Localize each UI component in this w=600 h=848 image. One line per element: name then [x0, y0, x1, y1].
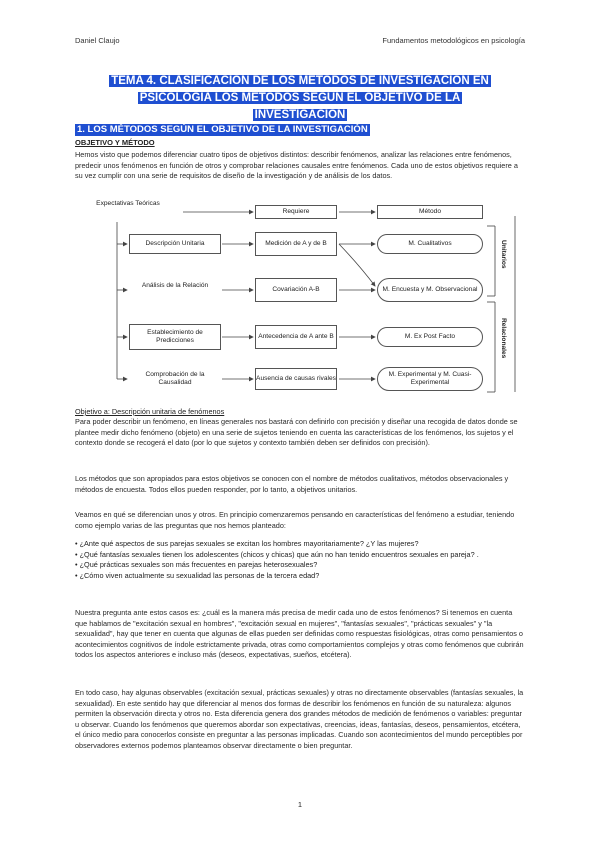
- section-heading: 1. LOS MÉTODOS SEGÚN EL OBJETIVO DE LA INVESTIGACIÓN: [77, 124, 368, 135]
- diagram-objetivo-3: Establecimiento de Predicciones: [129, 324, 221, 350]
- diagram-requiere-3: Antecedencia de A ante B: [255, 325, 337, 349]
- title-line-1: TEMA 4. CLASIFICACIÓN DE LOS MÉTODOS DE INVESTIGACIÓN EN: [111, 75, 489, 87]
- page-number: 1: [297, 800, 303, 809]
- diagram-metodo-2: M. Encuesta y M. Observacional: [377, 278, 483, 302]
- diagram-requiere-2: Covariación A-B: [255, 278, 337, 302]
- list-item: • ¿Qué prácticas sexuales son más frecuentes en parejas heterosexuales?: [75, 560, 318, 570]
- list-item: • ¿Qué fantasías sexuales tienen los adolescentes (chicos y chicas) que aún no han tenido encuentros sexuales en pareja? .: [75, 549, 479, 559]
- paragraph-3: Veamos en qué se diferencian unos y otros. En principio comenzaremos pensando en características del fenómeno a estudiar, teniendo como ejemplo varias de las preguntas que nos hemos planteado:: [75, 510, 515, 530]
- paragraph-1: Para poder describir un fenómeno, en líneas generales nos bastará con definirlo con precisión y diseñar una recogida de datos donde se plantee medir dicho fenómeno (objeto) en una serie de sujetos teniendo en cuenta las características de los fenómenos, los sujetos y el contexto donde se recogerá el dato (por lo que sujetos y contexto también deben ser definidos con precisión).: [75, 417, 518, 448]
- list-item: • ¿Cómo viven actualmente su sexualidad las personas de la tercera edad?: [75, 570, 320, 580]
- diagram-metodo-1: M. Cualitativos: [377, 234, 483, 254]
- diagram-metodo-4: M. Experimental y M. Cuasi-Experimental: [377, 367, 483, 391]
- diagram-requiere-4: Ausencia de causas rivales: [255, 368, 337, 390]
- subheading: OBJETIVO Y MÉTODO: [75, 138, 155, 147]
- paragraph-2: Los métodos que son apropiados para estos objetivos se conocen con el nombre de métodos cualitativos, métodos observacionales y métodos de encuesta. Todos ellos pueden responder, por lo tanto, a objetivos unitarios.: [75, 474, 509, 494]
- diagram-header-requiere: Requiere: [255, 205, 337, 219]
- diagram-objetivo-2: Análisis de la Relación: [141, 282, 209, 289]
- question-list: [75, 539, 525, 581]
- objetivo-a-title: Objetivo a: Descripción unitaria de fenómenos: [75, 407, 225, 416]
- diagram-side-unitarios: Unitarios: [500, 240, 507, 269]
- paragraph-4: Nuestra pregunta ante estos casos es: ¿cuál es la manera más precisa de medir cada uno de estos fenómenos? Si tenemos en cuenta que hablamos de "excitación sexual en hombres", "excitación sexual en mujeres", "fantasías sexuales", "prácticas sexuales" y "la sexualidad", hay que tener en cuenta que algunas de ellas pueden ser definidas como respuestas fisiológicas, otras como pensamientos o acontecimientos cognitivos de índole estrictamente privada, otras como comportamientos complejos y otras como fenómenos que cubrirán todos los aspectos anteriores e incluso más (deseos, expectativas, sueños, etcétera).: [75, 608, 524, 660]
- page-title: [75, 72, 525, 123]
- paragraph-5: En todo caso, hay algunas observables (excitación sexual, prácticas sexuales) y otras no directamente observables (fantasías sexuales, la sexualidad). En este sentido hay que diferenciar al menos dos formas de describir los fenómenos en función de su naturaleza: algunos permiten la observación directa y otros no. Esta diferencia genera dos grandes métodos de medición de fenómenos o variables: preguntar u observar. Cuando los fenómenos que queremos abordar son expectativas, creencias, ideas, fantasías, deseos, pensamientos, etcétera, el único medio para conocerlos consiste en preguntar a las personas implicadas. Cuando son acontecimientos del mundo perceptibles por observadores externos podemos planteamos observar directamente o bien preguntar.: [75, 688, 524, 750]
- diagram-side-relacionales: Relacionales: [500, 318, 507, 359]
- diagram-metodo-3: M. Ex Post Facto: [377, 327, 483, 347]
- title-line-2: PSICOLOGÍA LOS MÉTODOS SEGÚN EL OBJETIVO DE LA: [139, 92, 461, 104]
- header-subject: Fundamentos metodológicos en psicología: [382, 36, 525, 45]
- methods-diagram: [75, 196, 525, 398]
- intro-paragraph: Hemos visto que podemos diferenciar cuatro tipos de objetivos distintos: describir fenómenos, analizar las relaciones entre fenómenos, predecir unos fenómenos en función de otros y comprobar relaciones causales entre fenómenos. Cada uno de estos objetivos requiere a su vez cumplir con una serie de requisitos de diseño de la investigación y de análisis de los datos.: [75, 150, 518, 181]
- header-author: Daniel Claujo: [75, 36, 120, 45]
- diagram-header-expectativas: Expectativas Teóricas: [96, 200, 160, 207]
- diagram-objetivo-1: Descripción Unitaria: [129, 234, 221, 254]
- diagram-objetivo-4: Comprobación de la Causalidad: [145, 371, 205, 386]
- diagram-requiere-1: Medición de A y de B: [255, 232, 337, 256]
- list-item: • ¿Ante qué aspectos de sus parejas sexuales se excitan los hombres mayoritariamente? ¿Y las mujeres?: [75, 539, 419, 548]
- title-line-3: INVESTIGACIÓN: [254, 109, 346, 121]
- diagram-header-metodo: Método: [377, 205, 483, 219]
